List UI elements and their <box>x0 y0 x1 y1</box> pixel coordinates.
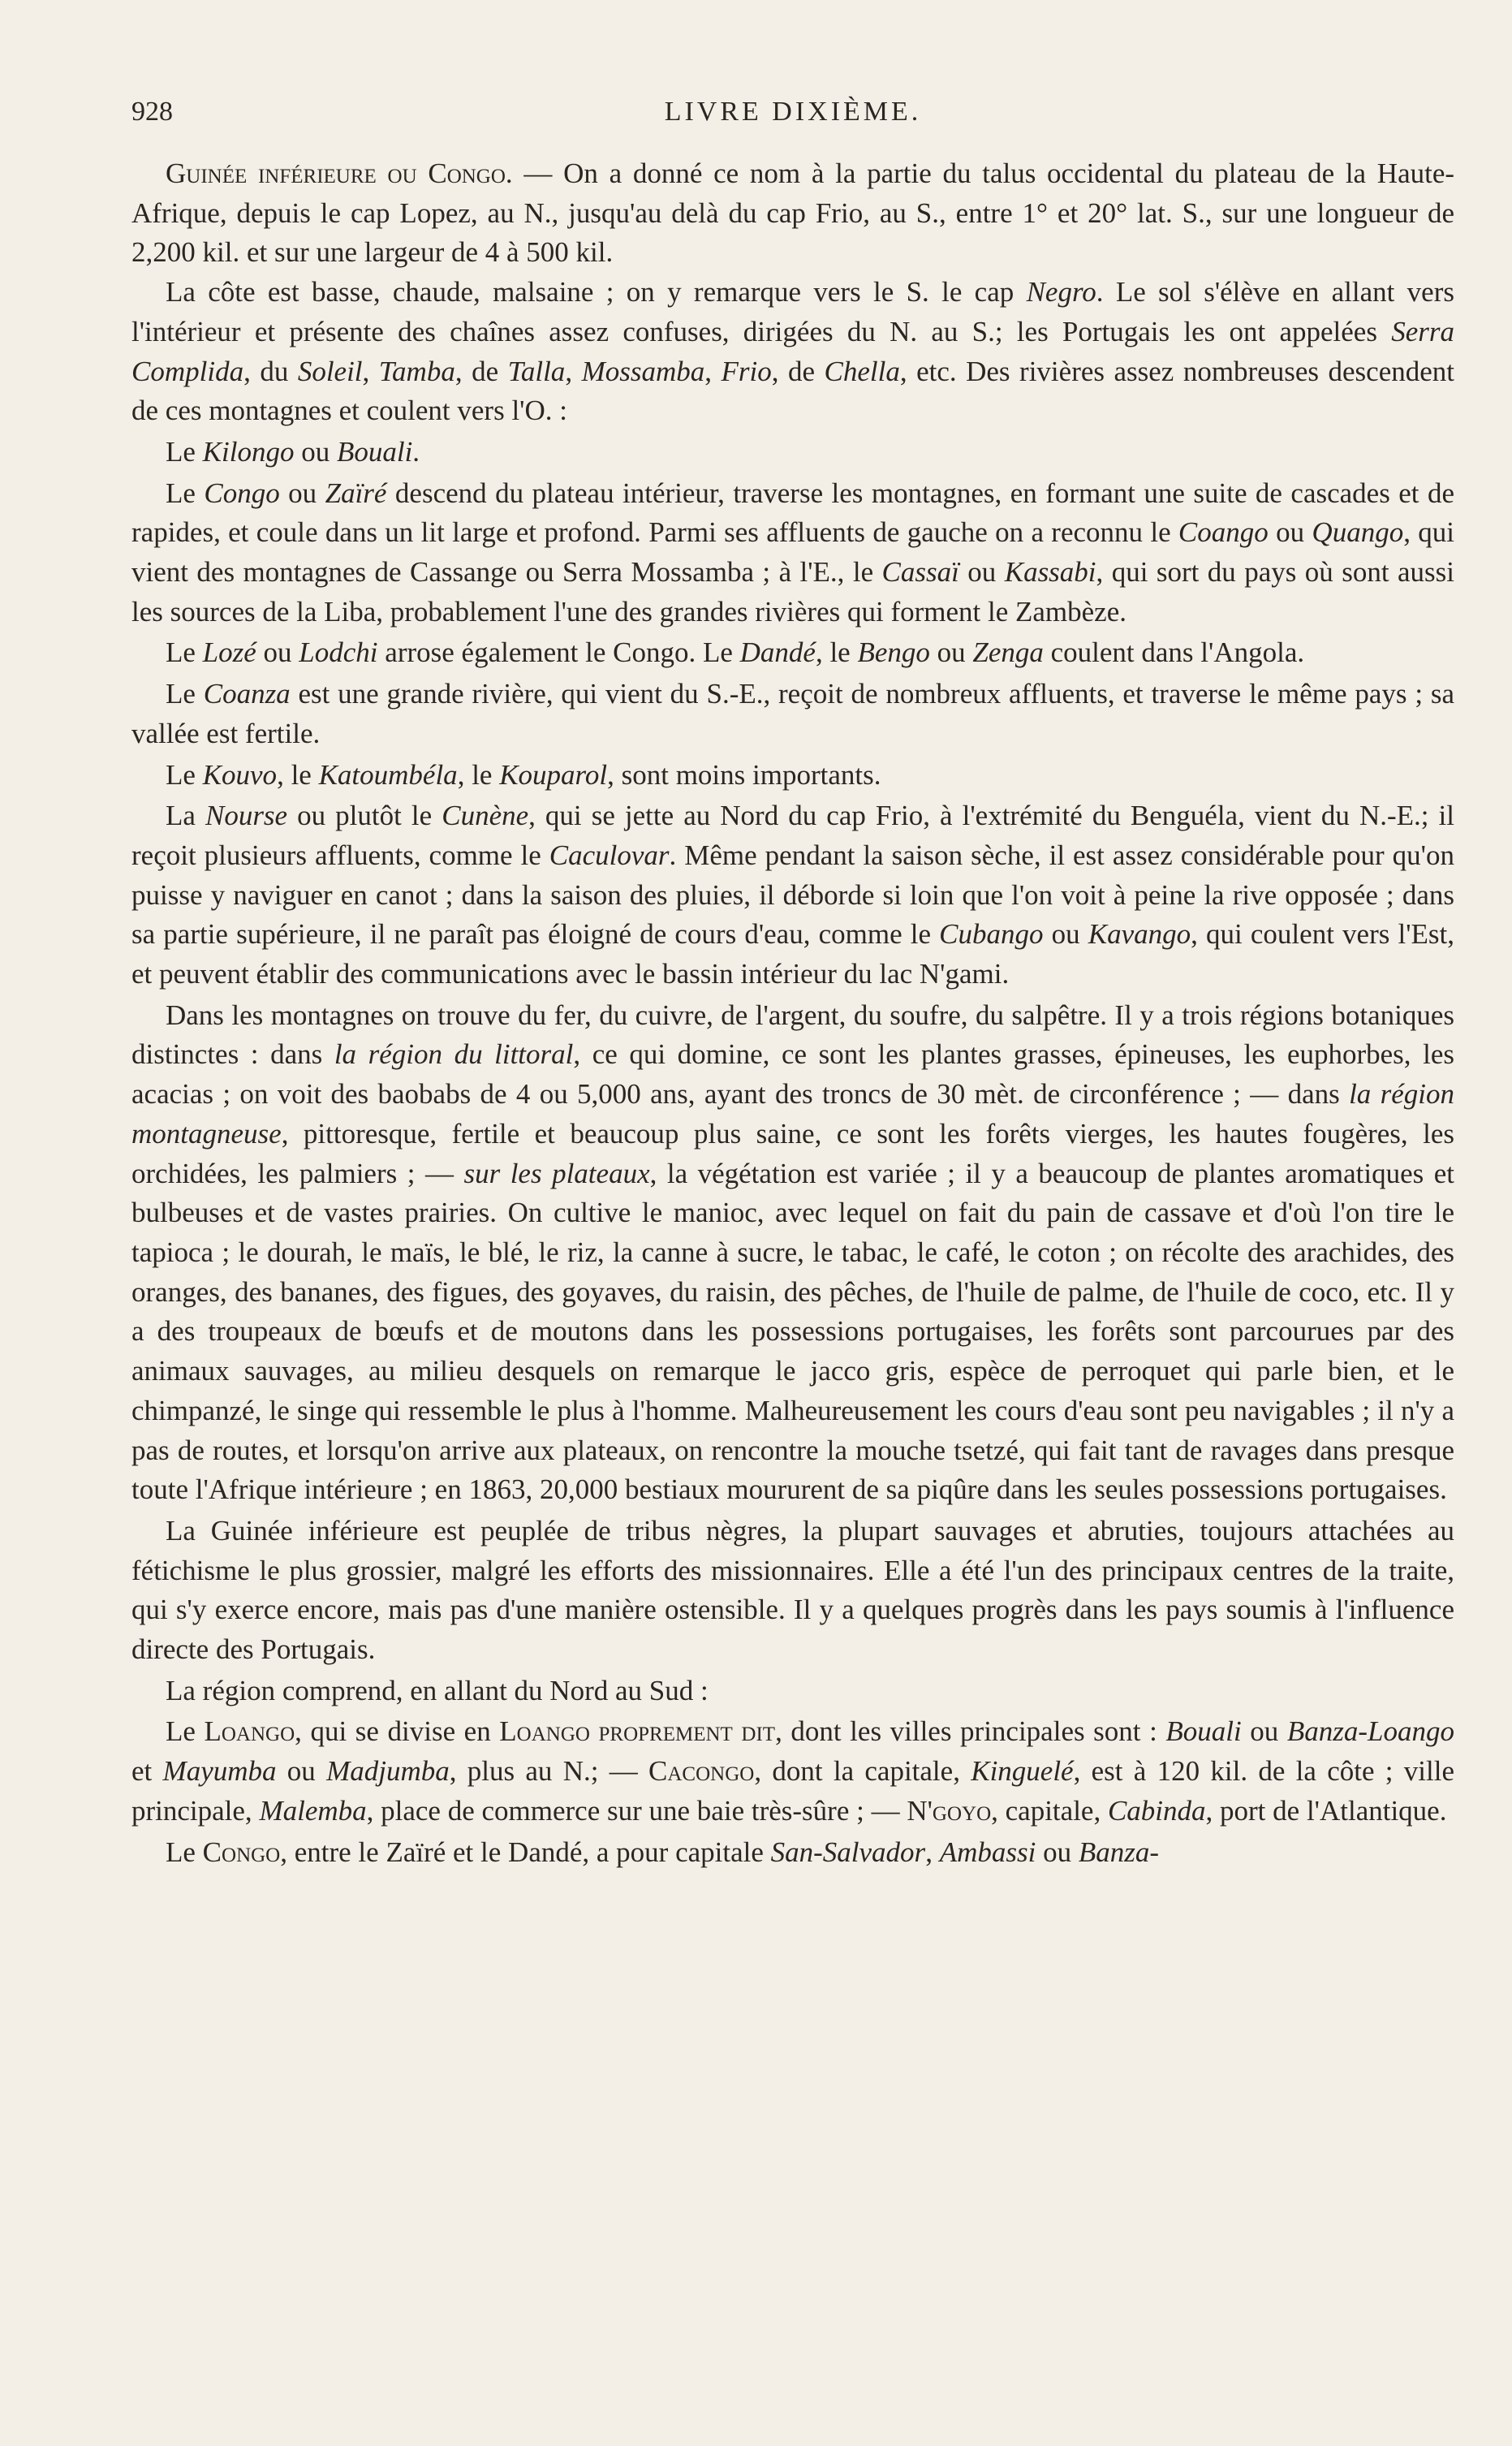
text-fragment: Dans les montagnes on trouve du fer, du cuivre, de l'argent, du soufre, du salpêtre. Il y a trois régions botaniques distinctes : dans <box>131 999 1454 1071</box>
city-name: Ambassi <box>939 1836 1036 1868</box>
text-fragment: ou <box>929 636 973 669</box>
paragraph-congo-kingdom <box>131 1833 1454 1873</box>
text-fragment: La <box>166 800 205 832</box>
text-fragment: On a donné ce nom à la partie du talus occidental du plateau de la Haute-Afrique, depuis le cap Lopez, au N., jusqu'au delà du cap Frio, au S., entre 1° et 20° lat. S., sur une longueur de 2,200 kil. et sur une largeur de 4 à 500 kil. <box>131 157 1455 269</box>
city-name: Bouali <box>1165 1715 1242 1748</box>
river-name: Kavango <box>1088 918 1191 951</box>
city-name: Malemba <box>259 1794 367 1827</box>
river-name: Cunène <box>442 800 529 832</box>
text-fragment: . Le sol s'élève en allant vers l'intérieur et présente des chaînes assez confuses, dirigées du N. au S.; les Portugais les ont appelées <box>131 276 1454 347</box>
region-name: la région du littoral <box>334 1038 574 1071</box>
place-name: Chella <box>824 355 900 387</box>
text-fragment: ou <box>1268 516 1312 549</box>
text-fragment: . Même pendant la saison sèche, il est assez considérable pour qu'on puisse y naviguer en canot ; dans la saison des pluies, il déborde si loin que l'on voit à peine la rive opposée ; dans sa partie supérieure, il ne paraît pas éloigné de cours d'eau, comme le <box>131 839 1454 951</box>
river-name: Coango <box>1178 516 1269 549</box>
text-fragment: , entre le Zaïré et le Dandé, a pour capitale <box>280 1836 771 1868</box>
text-fragment: ou <box>256 636 299 669</box>
text-fragment: , est à 120 kil. de la côte ; ville principale, <box>131 1755 1455 1827</box>
river-name: Cassaï <box>881 556 959 589</box>
text-fragment: ou plutôt le <box>287 800 442 832</box>
city-name: Banza- <box>1078 1836 1159 1868</box>
text-fragment: , le <box>277 758 319 791</box>
river-name: Nourse <box>205 800 288 832</box>
river-name: Kassabi <box>1004 556 1096 589</box>
paragraph-congo-river <box>131 474 1454 632</box>
text-fragment: , le <box>457 758 500 791</box>
river-name: Lodchi <box>299 636 378 669</box>
text-fragment: , qui vient des montagnes de Cassange ou Serra Mossamba ; à l'E., le <box>131 516 1454 589</box>
city-name: Kinguelé <box>971 1755 1074 1788</box>
text-fragment: , de <box>454 355 508 387</box>
place-name: Tamba <box>378 355 455 387</box>
text-fragment: et <box>131 1755 163 1788</box>
place-name: Mossamba <box>581 355 705 387</box>
page-number: 928 <box>131 97 173 127</box>
paragraph-guinee-definition <box>131 154 1454 273</box>
river-name: Katoumbéla <box>318 758 458 791</box>
text-fragment: , pittoresque, fertile et beaucoup plus saine, ce sont les forêts vierges, les hautes fougères, les orchidées, les palmiers ; — <box>131 1117 1454 1189</box>
text-fragment: , ce qui domine, ce sont les plantes grasses, épineuses, les euphorbes, les acacias ; on voit des baobabs de 4 ou 5,000 ans, ayant des troncs de 30 mèt. de circonférence ; — dans <box>131 1038 1454 1111</box>
place-name: Soleil <box>297 355 363 387</box>
page-header <box>131 81 1454 130</box>
book-page <box>131 81 1454 1872</box>
text-fragment: , <box>362 355 379 387</box>
text-fragment: , qui sort du pays où sont aussi les sources de la Liba, probablement l'une des grandes rivières qui forment le Zambèze. <box>131 556 1454 628</box>
text-fragment: ou <box>294 435 337 468</box>
kingdom-name: Congo <box>202 1836 281 1868</box>
river-name: Dandé <box>739 636 816 669</box>
river-name: Coanza <box>203 678 291 710</box>
text-fragment: , qui coulent vers l'Est, et peuvent établir des communications avec le bassin intérieur du lac N'gami. <box>131 918 1454 990</box>
kingdom-name: N'goyo <box>907 1794 992 1827</box>
text-fragment: Le <box>166 435 203 468</box>
region-name: la région montagneuse <box>131 1078 1454 1150</box>
dash: — <box>523 157 553 189</box>
place-name: Talla <box>507 355 566 387</box>
running-title: LIVRE DIXIÈME. <box>664 97 922 127</box>
city-name: Madjumba <box>326 1755 450 1788</box>
text-fragment: , sont moins importants. <box>607 758 881 791</box>
city-name: Cabinda <box>1107 1794 1206 1827</box>
text-fragment: , <box>925 1836 940 1868</box>
river-name: Bengo <box>857 636 930 669</box>
text-fragment: , place de commerce sur une baie très-sûre ; — <box>366 1794 907 1827</box>
paragraph-region-intro: La région comprend, en allant du Nord au Sud : <box>166 1674 709 1706</box>
text-fragment: ou <box>1043 918 1088 951</box>
paragraph-kouvo <box>131 756 1454 796</box>
place-name: Negro <box>1026 276 1096 308</box>
city-name: San-Salvador <box>770 1836 926 1868</box>
text-fragment: , la végétation est variée ; il y a beaucoup de plantes aromatiques et bulbeuses et de vastes prairies. On cultive le manioc, avec lequel on fait du pain de cassave et d'où l'on tire le tapioca ; le dourah, le maïs, le blé, le riz, la canne à sucre, le tabac, le café, le coton ; on récolte des arachides, des oranges, des bananes, des figues, des goyaves, du raisin, des pêches, de l'huile de palme, de l'huile de coco, etc. Il y a des troupeaux de bœufs et de moutons dans les possessions portugaises, les forêts sont parcourues par des animaux sauvages, au milieu desquels on remarque le jacco gris, espèce de perroquet qui parle bien, et le chimpanzé, le singe qui ressemble le plus à l'homme. Malheureusement les cours d'eau sont peu navigables ; il n'y a pas de routes, et lorsqu'on arrive aux plateaux, on rencontre la mouche tsetzé, qui fait tant de ravages dans presque toute l'Afrique intérieure ; en 1863, 20,000 bestiaux moururent de sa piqûre dans les seules possessions portugaises. <box>131 1157 1455 1506</box>
river-name: Quango <box>1312 516 1404 549</box>
text-fragment: , le <box>815 636 858 669</box>
river-name: Lozé <box>202 636 256 669</box>
text-fragment: Le <box>166 758 203 791</box>
text-fragment: Le <box>166 1836 203 1868</box>
river-name: Kilongo <box>202 435 295 468</box>
place-name: Frio <box>721 355 772 387</box>
text-fragment: arrose également le Congo. Le <box>377 636 740 669</box>
text-fragment: , du <box>243 355 298 387</box>
text-fragment: Le <box>166 1715 205 1748</box>
text-fragment: , plus au N.; — <box>449 1755 649 1788</box>
paragraph-loze <box>131 633 1454 673</box>
text-fragment: Le <box>166 636 203 669</box>
region-name: sur les plateaux <box>463 1157 650 1189</box>
kingdom-name: Loango <box>204 1715 295 1748</box>
city-name: Mayumba <box>162 1755 277 1788</box>
text-fragment: ou <box>276 1755 327 1788</box>
text-fragment: , dont la capitale, <box>754 1755 971 1788</box>
paragraph-botanique <box>131 996 1454 1510</box>
text-fragment: , qui se jette au Nord du cap Frio, à l'extrémité du Benguéla, vient du N.-E.; il reçoit plusieurs affluents, comme le <box>131 800 1454 871</box>
kingdom-name: Cacongo <box>648 1755 755 1788</box>
river-name: Zenga <box>972 636 1044 669</box>
river-name: Congo <box>204 477 280 509</box>
paragraph-population: La Guinée inférieure est peuplée de tribus nègres, la plupart sauvages et abruties, toujours attachées au fétichisme le plus grossier, malgré les efforts des missionnaires. Elle a été l'un des principaux centres de la traite, qui s'y exerce encore, mais pas d'une manière ostensible. Il y a quelques progrès dans les pays soumis à l'influence directe des Portugais. <box>131 1514 1454 1666</box>
river-name: Kouvo <box>202 758 278 791</box>
text-fragment: Le <box>166 678 204 710</box>
river-name: Zaïré <box>325 477 387 509</box>
paragraph-loango <box>131 1712 1454 1831</box>
paragraph-cote <box>131 273 1454 431</box>
text-fragment: , <box>565 355 582 387</box>
river-name: Kouparol <box>499 758 608 791</box>
text-fragment: Le <box>166 477 205 509</box>
text-fragment: , etc. Des rivières assez nombreuses descendent de ces montagnes et coulent vers l'O. : <box>131 355 1455 427</box>
text-fragment: descend du plateau intérieur, traverse les montagnes, en formant une suite de cascades et de rapides, et coule dans un lit large et profond. Parmi ses affluents de gauche on a reconnu le <box>131 477 1454 549</box>
paragraph-kilongo: Le Kilongo ou Bouali. <box>166 435 420 468</box>
kingdom-name: Loango proprement dit <box>499 1715 776 1748</box>
city-name: Banza-Loango <box>1286 1715 1454 1748</box>
text-fragment: , dont les villes principales sont : <box>775 1715 1166 1748</box>
text-fragment: , port de l'Atlantique. <box>1205 1794 1447 1827</box>
text-fragment: La côte est basse, chaude, malsaine ; on y remarque vers le S. le cap <box>166 276 1027 308</box>
text-fragment: ou <box>1241 1715 1287 1748</box>
text-fragment: ou <box>1036 1836 1079 1868</box>
text-fragment: est une grande rivière, qui vient du S.-E., reçoit de nombreux affluents, et traverse le même pays ; sa vallée est fertile. <box>131 678 1454 749</box>
section-heading: Guinée inférieure ou Congo. <box>166 157 513 189</box>
text-fragment: , de <box>771 355 825 387</box>
river-name: Caculovar <box>549 839 670 871</box>
river-name: Cubango <box>939 918 1044 951</box>
text-fragment: ou <box>958 556 1005 589</box>
text-fragment: , <box>704 355 722 387</box>
text-fragment: coulent dans l'Angola. <box>1043 636 1305 669</box>
paragraph-nourse <box>131 796 1454 994</box>
river-name: Bouali <box>336 435 413 468</box>
text-fragment: ou <box>279 477 325 509</box>
body-text <box>131 154 1454 1872</box>
text-fragment: , qui se divise en <box>295 1715 500 1748</box>
paragraph-coanza <box>131 675 1454 753</box>
place-name: Serra Complida <box>131 315 1454 387</box>
text-fragment: , capitale, <box>991 1794 1108 1827</box>
